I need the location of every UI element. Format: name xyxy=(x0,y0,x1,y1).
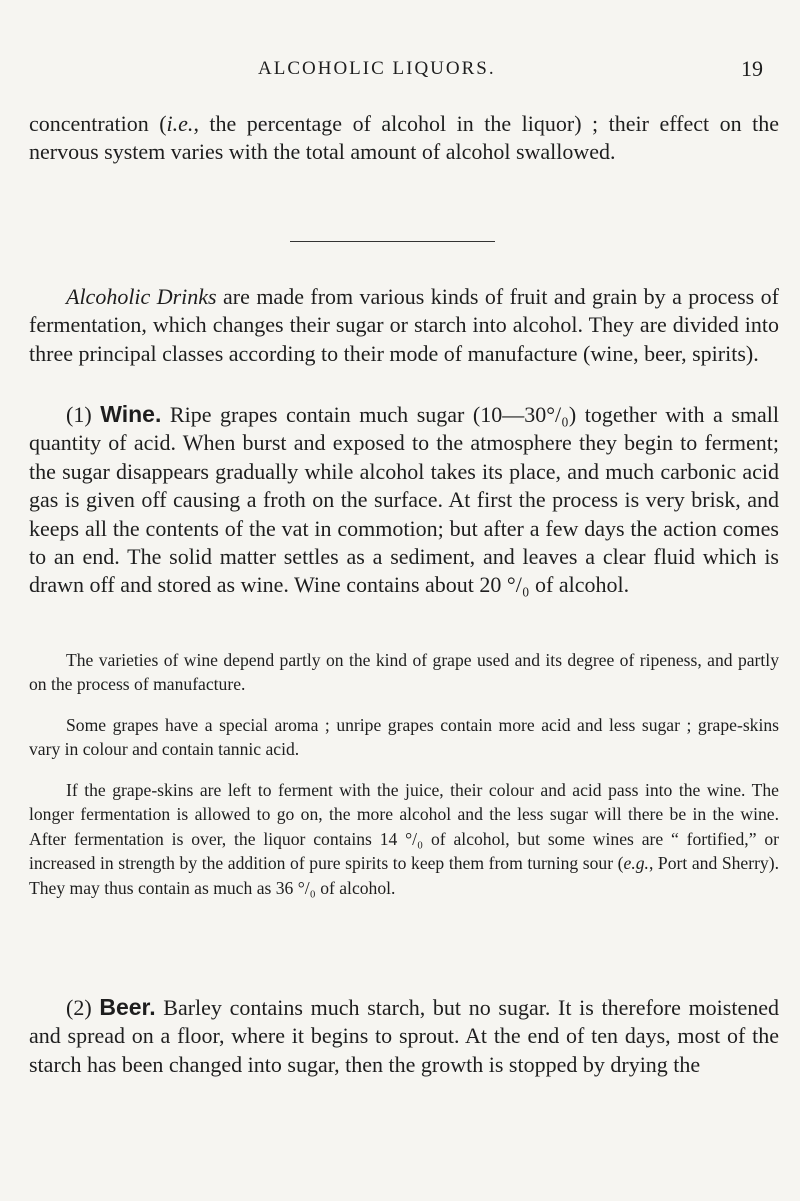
wine-text: Ripe grapes contain much sugar (10—30°/₀) together with a small quantity of acid. When burst and exposed to the atmosphere they begin to ferment; the sugar disappears gradually while alcohol takes its place, and much carbonic acid gas is given off causing a froth on the surface. At first the process is very brisk, and keeps all the contents of the vat in commotion; but after a few days the action comes to an end. The solid matter settles as a sediment, and leaves a clear fluid which is drawn off and stored as wine. Wine contains about 20 °/₀ of alcohol. xyxy=(29,402,780,598)
paragraph-alcoholic-drinks xyxy=(29,283,779,368)
concentration-text-start: concentration ( xyxy=(29,111,167,136)
eg-abbreviation: e.g. xyxy=(623,853,649,874)
paragraph-concentration xyxy=(29,110,779,167)
alcoholic-drinks-text: are made from various kinds of fruit and grain by a process of fermentation, which changes their sugar or starch into alcohol. They are divided into three principal classes according to their mode of manufacture (wine, beer, spirits). xyxy=(29,284,779,366)
beer-section-number: (2) xyxy=(66,995,100,1020)
beer-heading: Beer. xyxy=(99,994,156,1020)
ie-abbreviation: i.e. xyxy=(166,111,194,136)
running-head: ALCOHOLIC LIQUORS. xyxy=(258,58,496,79)
paragraph-grape-aroma xyxy=(29,713,779,762)
beer-text: Barley contains much starch, but no sugar. It is therefore moistened and spread on a floor, where it begins to sprout. At the end of ten days, most of the starch has been changed into sugar, then the growth is stopped by drying the xyxy=(29,995,779,1077)
paragraph-beer xyxy=(29,993,779,1079)
page-number: 19 xyxy=(741,56,763,81)
concentration-text-end: , the percentage of alcohol in the liquor) ; their effect on the nervous system varies with the total amount of alcohol swallowed. xyxy=(29,111,779,165)
wine-varieties-text: The varieties of wine depend partly on the kind of grape used and its degree of ripeness, and partly on the process of manufacture. xyxy=(29,650,779,695)
grape-skins-text-start: If the grape-skins are left to ferment with the juice, their colour and acid pass into the wine. The longer fermentation is allowed to go on, the more alcohol and the less sugar will there be in the wine. After fermentation is over, the liquor contains 14 °/₀ of alcohol, but some wines are “ fortified,” or increased in strength by the addition of pure spirits to keep them from turning sour ( xyxy=(29,780,779,874)
paragraph-grape-skins xyxy=(29,778,779,900)
section-divider xyxy=(290,241,495,242)
grape-aroma-text: Some grapes have a special aroma ; unripe grapes contain more acid and less sugar ; grape-skins vary in colour and contain tannic acid. xyxy=(29,715,779,760)
wine-heading: Wine. xyxy=(100,401,162,427)
wine-section-number: (1) xyxy=(66,402,101,427)
paragraph-wine-varieties xyxy=(29,648,779,697)
grape-skins-text-end: , Port and Sherry). They may thus contain as much as 36 °/₀ of alcohol. xyxy=(29,853,779,898)
alcoholic-drinks-term: Alcoholic Drinks xyxy=(66,284,217,309)
paragraph-wine xyxy=(29,400,779,600)
